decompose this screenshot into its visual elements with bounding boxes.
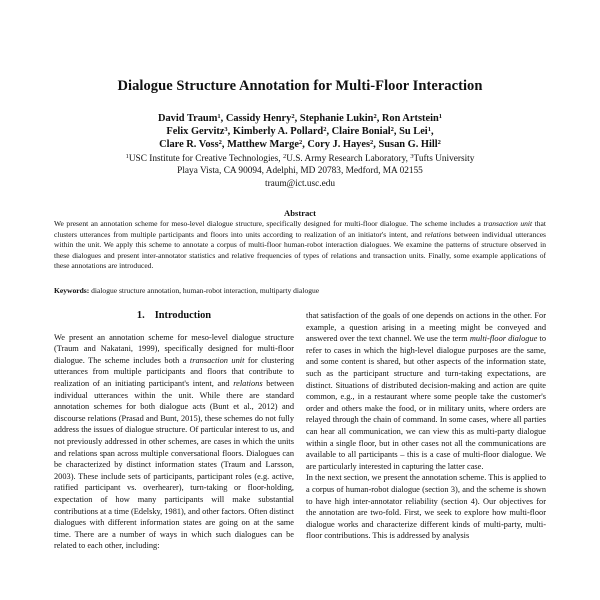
affiliation-marker: 1 — [125, 153, 129, 160]
author-name: Ron Artstein — [381, 113, 439, 124]
author-list — [0, 112, 600, 152]
italic-term: transaction unit — [483, 219, 533, 228]
affiliation-marker: 2 — [437, 139, 441, 147]
abstract-text: We present an annotation scheme for meso-level dialogue structure, specifically designed for multi-floor dialogue. The scheme includes a transaction unit that clusters utterances from multiple participants and floors into units according to realization of an initiator's intent, and relations between individual utterances within the unit. We apply this scheme to annotate a corpus of multi-floor human-robot interaction dialogues. We examine the patterns of structure observed in these dialogues and present inter-annotator statistics and relative frequencies of types of relations and transaction units. Finally, some example applications of these annotations are introduced. — [54, 219, 546, 271]
affiliation-line-2: Playa Vista, CA 90094, Adelphi, MD 20783, Medford, MA 02155 — [177, 166, 423, 177]
paper-title: Dialogue Structure Annotation for Multi-Floor Interaction — [117, 78, 483, 94]
keywords-label: Keywords: — [54, 286, 90, 295]
right-column — [306, 310, 546, 542]
intro-paragraph-2: that satisfaction of the goals of one depends on actions in the other. For example, a question arising in a meeting might be conveyed and answered over the text channel. We use the term multi-floor dialogue to refer to cases in which the high-level dialogue purposes are the same, and some content is shared, but other aspects of the information state, such as the participant structure and turn-taking expectations, are distinct. Situations of distributed decision-making and action are quite common, e.g., in a restaurant where some people take the customer's order and others make the food, or in military units, where orders are relayed through the chain of command. In some cases, where all parties can hear all communication, we can view this as multi-party dialogue within a single floor, but in other cases not all the communications are available to all participants – this is a case of multi-floor dialogue. We are particularly interested in capturing the latter case. — [306, 311, 546, 471]
author-line-2: Felix Gervitz$^3$, Kimberly A. Pollard$^2$, Claire Bonial$^2$, Su Lei$^1$, — [166, 126, 434, 138]
author-name: Matthew Marge — [227, 139, 299, 151]
author-name: Susan G. Hill — [378, 139, 438, 151]
affiliation-marker: 1 — [217, 113, 221, 120]
affiliation-marker: 3 — [410, 153, 414, 160]
author-name: Clare R. Voss — [159, 139, 219, 151]
author-line-3: Clare R. Voss$^2$, Matthew Marge$^2$, Cory J. Hayes$^2$, Susan G. Hill$^2$ — [159, 139, 441, 151]
author-name: Su Lei — [399, 126, 428, 138]
left-column — [54, 310, 294, 552]
affiliation-marker: 1 — [438, 113, 442, 120]
affiliation-line-1 — [0, 153, 600, 165]
affiliation-marker: 2 — [291, 113, 295, 120]
keywords-text: dialogue structure annotation, human-robot interaction, multiparty dialogue — [91, 286, 320, 295]
author-name: Kimberly A. Pollard — [232, 126, 324, 138]
contact-email: traum@ict.usc.edu — [264, 178, 335, 189]
author-name: Cory J. Hayes — [307, 139, 371, 151]
author-name: Cassidy Henry — [225, 113, 292, 124]
section-title: Introduction — [154, 310, 212, 321]
intro-paragraph-3: In the next section, we present the annotation scheme. This is applied to a corpus of human-robot dialogue (section 3), and the scheme is shown to have high inter-annotator reliability (section 4). Our objectives for the annotation are two-fold. First, we seek to explore how multi-floor dialogue works and characterize different kinds of multi-party, multi-floor contributions. This is addressed by analysis — [306, 473, 546, 541]
affiliation-marker: 2 — [282, 153, 287, 160]
affiliation-marker: 2 — [323, 126, 327, 134]
affiliation-name: Tufts University — [413, 154, 475, 164]
section-heading — [54, 310, 294, 322]
affiliation-marker: 2 — [390, 126, 394, 134]
affiliation-marker: 2 — [298, 139, 303, 147]
italic-term: multi-floor dialogue — [469, 334, 538, 344]
author-name: David Traum — [157, 113, 218, 124]
affiliation-marker: 1 — [427, 126, 431, 134]
italic-term: relations — [424, 229, 452, 239]
intro-paragraph-1: We present an annotation scheme for meso-level dialogue structure (Traum and Nakatani, 1999), specifically designed for multi-floor dialogue. The scheme includes both a transaction unit for clustering utterances from multiple participants and floors that contribute to realization of an initiating participant's intent, and relations between individual utterances within the unit. While there are standard annotation schemes for both dialogue acts (Bunt et al., 2012) and discourse relations (Prasad and Bunt, 2015), these schemes do not fully address the issues of dialogue structure. Of particular interest to us, and not previously addressed in other schemes, are cases in which the units and relations span across multiple conversational floors. Dialogues can be characterized by distinct information states (Traum and Larsson, 2003). These include sets of participants, participant roles (e.g. active, ratified participant vs. overhearer), turn-taking or floor-holding, expectation of how many participants will make substantial contributions at a time (Edelsky, 1981), and other factors. Often distinct dialogues with different information states are going on at the same time. There are a number of ways in which such dialogues can be related to each other, including: — [54, 332, 295, 551]
author-name: Felix Gervitz — [166, 126, 225, 138]
affiliation-marker: 2 — [373, 113, 377, 120]
affiliation-marker: 2 — [370, 139, 374, 147]
keywords — [54, 286, 546, 296]
affiliations — [0, 153, 600, 190]
affiliation-marker: 2 — [218, 139, 222, 147]
abstract-heading: Abstract — [284, 208, 316, 218]
section-number: 1. — [136, 310, 145, 321]
italic-term: transaction unit — [189, 355, 245, 365]
author-name: Claire Bonial — [331, 126, 391, 138]
author-name: Stephanie Lukin — [299, 113, 374, 124]
affiliation-marker: 3 — [224, 126, 228, 134]
affiliation-name: USC Institute for Creative Technologies, — [128, 154, 283, 164]
affiliation-name: U.S. Army Research Laboratory, — [286, 154, 411, 164]
author-line-1: David Traum$^1$, Cassidy Henry$^2$, Stephanie Lukin$^2$, Ron Artstein$^1$ — [157, 113, 442, 124]
italic-term: relations — [233, 378, 263, 388]
